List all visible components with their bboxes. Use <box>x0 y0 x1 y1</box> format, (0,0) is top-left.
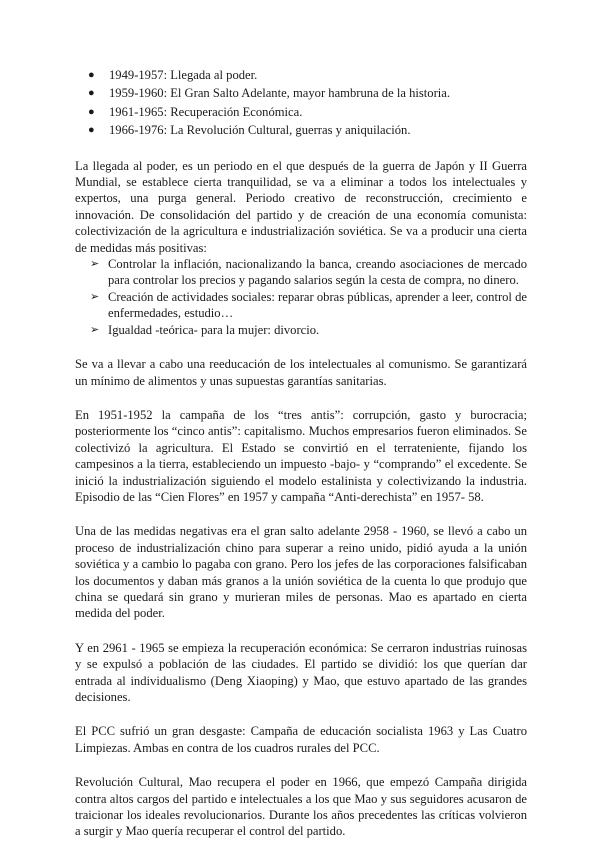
paragraph-gran-salto: Una de las medidas negativas era el gran salto adelante 2958 - 1960, se llevó a cabo un proceso de industrialización chino para superar a reino unido, pidió ayuda a la unión soviética y a cambio lo pagaba con grano. Pero los jefes de las corporaciones falsificaban los documentos y daban más granos a la unión soviética de la cuenta lo que produjo que china se quedará sin grano y murieran miles de personas. Mao es apartado en cierta medida del poder. <box>75 524 527 621</box>
paragraph-recuperacion: Y en 2961 - 1965 se empieza la recuperación económica: Se cerraron industrias ruinosas y se expulsó a población de las ciudades. El partido se dividió: los que querían dar entrada al individualismo (Deng Xiaoping) y Mao, que estuvo apartado de las grandes decisiones. <box>75 640 527 704</box>
measure-item-text: Creación de actividades sociales: reparar obras públicas, aprender a leer, control de enfermedades, estudio… <box>108 289 527 321</box>
arrow-bullet-icon: ➢ <box>90 258 100 271</box>
document-page <box>75 66 527 858</box>
arrow-bullet-icon: ➢ <box>90 323 100 336</box>
arrow-bullet-icon: ➢ <box>90 290 100 303</box>
paragraph-revolucion-cultural: Revolución Cultural, Mao recupera el poder en 1966, que empezó Campaña dirigida contra altos cargos del partido e intelectuales a los que Mao y sus seguidores acusaron de traicionar los ideales revolucionarios. Durante los años precedentes las críticas volvieron a surgir y Mao quería recuperar el control del partido. <box>75 775 527 839</box>
measure-item-text: Igualdad -teórica- para la mujer: divorcio. <box>108 322 320 337</box>
timeline-item <box>75 66 527 84</box>
timeline-item-text: 1961-1965: Recuperación Económica. <box>109 104 303 119</box>
measure-item <box>75 256 527 289</box>
timeline-item <box>75 103 527 121</box>
bullet-icon: ● <box>88 69 95 81</box>
timeline-item-text: 1949-1957: Llegada al poder. <box>109 68 258 82</box>
bullet-icon: ● <box>88 124 95 137</box>
paragraph-pcc-desgaste: El PCC sufrió un gran desgaste: Campaña de educación socialista 1963 y Las Cuatro Limpiezas. Ambas en contra de los cuadros rurales del PCC. <box>75 724 527 755</box>
timeline-item-text: 1959-1960: El Gran Salto Adelante, mayor hambruna de la historia. <box>109 86 450 101</box>
timeline-item <box>75 84 527 102</box>
paragraph-reeducacion: Se va a llevar a cabo una reeducación de los intelectuales al comunismo. Se garantizará un mínimo de alimentos y unas supuestas garantías sanitarias. <box>75 357 527 388</box>
positive-measures-list <box>75 256 527 338</box>
paragraph-tres-antis: En 1951-1952 la campaña de los “tres antis”: corrupción, gasto y burocracia; posteriormente los “cinco antis”: capitalismo. Muchos empresarios fueron eliminados. Se colectivizó la agricultura. El Estado se convirtió en el terrateniente, fijando los campesinos a la tierra, estableciendo un impuesto -bajo- y “comprando” el excedente. Se inició la industrialización siguiendo el modelo estalinista y colectivizando la industria. Episodio de las “Cien Flores” en 1957 y campaña “Anti-derechista” en 1957- 58. <box>75 407 527 504</box>
timeline-list <box>75 66 527 140</box>
measure-item-text: Controlar la inflación, nacionalizando la banca, creando asociaciones de mercado para controlar los precios y pagando salarios según la cesta de compra, no dinero. <box>108 257 527 288</box>
timeline-item <box>75 121 527 139</box>
bullet-icon: ● <box>88 105 95 118</box>
measure-item <box>75 289 527 322</box>
bullet-icon: ● <box>88 87 95 100</box>
timeline-item-text: 1966-1976: La Revolución Cultural, guerras y aniquilación. <box>109 123 411 138</box>
paragraph-llegada-al-poder: La llegada al poder, es un periodo en el que después de la guerra de Japón y II Guerra Mundial, se establece cierta tranquilidad, se va a eliminar a todos los intelectuales y expertos, una purga general. Periodo creativo de reconstrucción, crecimiento e innovación. De consolidación del partido y de creación de una economía comunista: colectivización de la agricultura e industrialización soviética. Se va a producir una cierta de medidas más positivas: <box>75 158 527 255</box>
measure-item <box>75 322 527 338</box>
